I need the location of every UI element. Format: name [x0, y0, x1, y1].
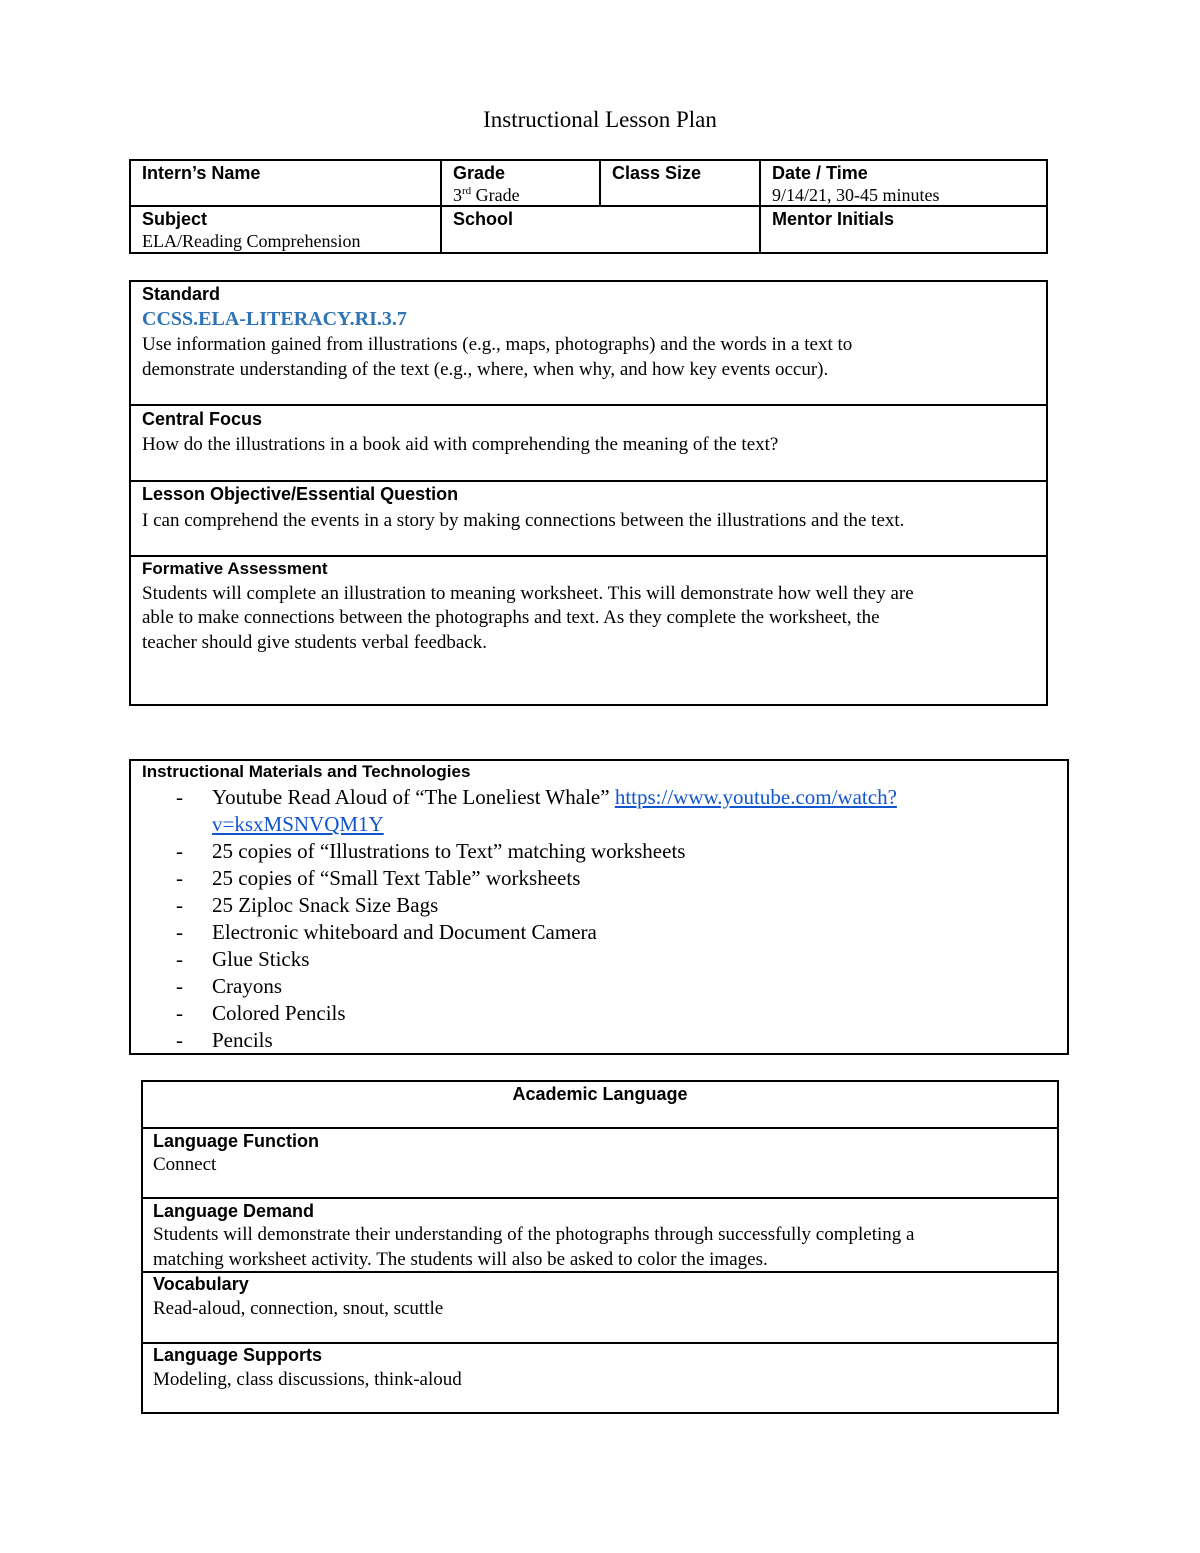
youtube-link[interactable]: https://www.youtube.com/watch?: [614, 785, 897, 809]
formative-text-line3: teacher should give students verbal feedback.: [142, 632, 488, 653]
mentor-initials-label: Mentor Initials: [772, 209, 895, 229]
material-item: 25 Ziploc Snack Size Bags: [212, 893, 439, 917]
date-time-label: Date / Time: [772, 163, 868, 183]
info-table-col-divider: [759, 159, 761, 254]
language-supports-value: Modeling, class discussions, think-aloud: [153, 1369, 462, 1390]
subject-label: Subject: [142, 209, 208, 229]
formative-text-line2: able to make connections between the photographs and text. As they complete the worksheet, the: [142, 607, 880, 628]
list-dash: -: [176, 1028, 183, 1052]
standard-code: CCSS.ELA-LITERACY.RI.3.7: [142, 308, 407, 330]
material-youtube-label: Youtube Read Aloud of “The Loneliest Whale”: [212, 785, 615, 809]
material-item: Pencils: [212, 1028, 273, 1052]
list-dash: -: [176, 920, 183, 944]
info-table-col-divider: [599, 159, 601, 207]
info-table-col-divider: [440, 159, 442, 254]
list-dash: -: [176, 947, 183, 971]
language-function-label: Language Function: [153, 1131, 319, 1151]
material-item: Colored Pencils: [212, 1001, 346, 1025]
lesson-table-divider: [129, 404, 1048, 406]
academic-language-header: Academic Language: [512, 1084, 688, 1104]
intern-name-label: Intern’s Name: [142, 163, 261, 183]
language-function-value: Connect: [153, 1154, 217, 1175]
school-label: School: [453, 209, 514, 229]
date-time-value: 9/14/21, 30-45 minutes: [772, 185, 940, 205]
vocabulary-label: Vocabulary: [153, 1274, 249, 1294]
list-dash: -: [176, 866, 183, 890]
list-dash: -: [176, 839, 183, 863]
formative-text-line1: Students will complete an illustration to meaning worksheet. This will demonstrate how well they are: [142, 583, 914, 604]
list-dash: -: [176, 893, 183, 917]
objective-label: Lesson Objective/Essential Question: [142, 484, 459, 504]
list-dash: -: [176, 974, 183, 998]
central-focus-text: How do the illustrations in a book aid with comprehending the meaning of the text?: [142, 434, 779, 455]
lesson-table-divider: [129, 555, 1048, 557]
standard-text-line2: demonstrate understanding of the text (e.g., where, when why, and how key events occur).: [142, 359, 829, 380]
subject-value: ELA/Reading Comprehension: [142, 231, 361, 251]
standard-text-line1: Use information gained from illustrations (e.g., maps, photographs) and the words in a text to: [142, 334, 853, 355]
vocabulary-value: Read-aloud, connection, snout, scuttle: [153, 1298, 444, 1319]
grade-label: Grade: [453, 163, 506, 183]
material-youtube: [212, 784, 897, 811]
academic-table-divider: [141, 1127, 1059, 1129]
language-demand-line2: matching worksheet activity. The students will also be asked to color the images.: [153, 1249, 768, 1270]
language-demand-line1: Students will demonstrate their understanding of the photographs through successfully completing a: [153, 1224, 915, 1245]
objective-text: I can comprehend the events in a story by making connections between the illustrations and the text.: [142, 510, 905, 531]
material-item: 25 copies of “Small Text Table” worksheets: [212, 866, 581, 890]
lesson-table-divider: [129, 480, 1048, 482]
formative-assessment-label: Formative Assessment: [142, 559, 328, 578]
class-size-label: Class Size: [612, 163, 702, 183]
central-focus-label: Central Focus: [142, 409, 263, 429]
academic-table-divider: [141, 1197, 1059, 1199]
youtube-link-continued[interactable]: v=ksxMSNVQM1Y: [212, 812, 384, 836]
material-item: 25 copies of “Illustrations to Text” matching worksheets: [212, 839, 686, 863]
materials-label: Instructional Materials and Technologies: [142, 762, 471, 781]
grade-value: 3rd Grade: [453, 185, 520, 205]
page-title: Instructional Lesson Plan: [483, 107, 717, 132]
language-supports-label: Language Supports: [153, 1345, 323, 1365]
language-demand-label: Language Demand: [153, 1201, 315, 1221]
list-dash: -: [176, 785, 183, 809]
list-dash: -: [176, 1001, 183, 1025]
materials-list: [130, 784, 1060, 1054]
standard-label: Standard: [142, 284, 221, 304]
material-item: Electronic whiteboard and Document Camera: [212, 920, 597, 944]
material-item: Crayons: [212, 974, 282, 998]
material-item: Glue Sticks: [212, 947, 310, 971]
